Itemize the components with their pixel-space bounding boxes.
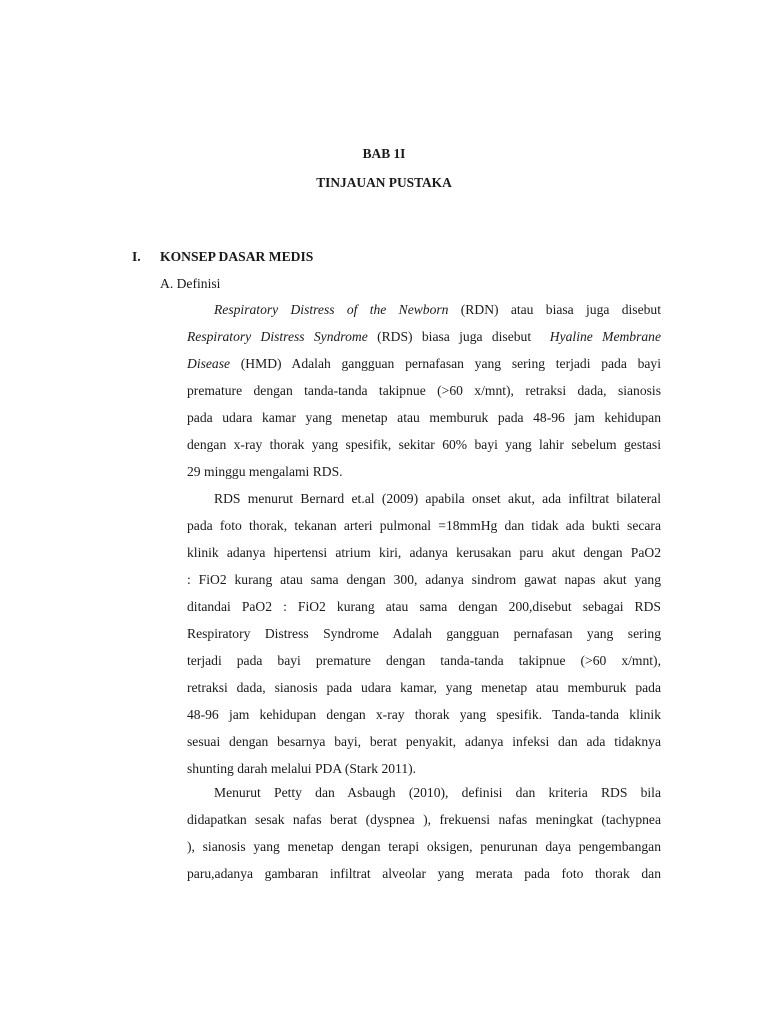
paragraph-line: Disease (HMD) Adalah gangguan pernafasan yang sering terjadi pada bayi [187, 356, 661, 371]
paragraph-line: ), sianosis yang menetap dengan terapi oksigen, penurunan daya pengembangan [187, 839, 661, 854]
paragraph-line: retraksi dada, sianosis pada udara kamar, yang menetap atau memburuk pada [187, 680, 661, 695]
paragraph-line: sesuai dengan besarnya bayi, berat penyakit, adanya infeksi dan ada tidaknya [187, 734, 661, 749]
paragraph-line: pada foto thorak, tekanan arteri pulmonal =18mmHg dan tidak ada bukti secara [187, 518, 661, 533]
paragraph-line: Respiratory Distress of the Newborn (RDN) atau biasa juga disebut [214, 302, 661, 317]
paragraph-line: Respiratory Distress Syndrome (RDS) biasa juga disebut Hyaline Membrane [187, 329, 662, 344]
paragraph-line: 48-96 jam kehidupan dengan x-ray thorak yang spesifik. Tanda-tanda klinik [187, 707, 661, 722]
chapter-title: TINJAUAN PUSTAKA [316, 175, 452, 190]
paragraph-line: pada udara kamar yang menetap atau memburuk pada 48-96 jam kehidupan [187, 410, 661, 425]
paragraph-line: klinik adanya hipertensi atrium kiri, adanya kerusakan paru akut dengan PaO2 [187, 545, 661, 560]
section-number: I. [132, 249, 141, 264]
paragraph-line: RDS menurut Bernard et.al (2009) apabila onset akut, ada infiltrat bilateral [214, 491, 661, 506]
paragraph-line: ditandai PaO2 : FiO2 kurang atau sama dengan 200,disebut sebagai RDS [187, 599, 661, 614]
paragraph-line: 29 minggu mengalami RDS. [187, 464, 343, 479]
paragraph-line: : FiO2 kurang atau sama dengan 300, adanya sindrom gawat napas akut yang [187, 572, 661, 587]
section-title: KONSEP DASAR MEDIS [160, 249, 314, 264]
chapter-number: BAB 1I [362, 146, 406, 161]
paragraph-line: Menurut Petty dan Asbaugh (2010), definisi dan kriteria RDS bila [214, 785, 661, 800]
subsection-title: A. Definisi [160, 276, 221, 291]
paragraph-line: paru,adanya gambaran infiltrat alveolar yang merata pada foto thorak dan [187, 866, 661, 881]
paragraph-line: premature dengan tanda-tanda takipnue (>60 x/mnt), retraksi dada, sianosis [187, 383, 661, 398]
paragraph-line: terjadi pada bayi premature dengan tanda-tanda takipnue (>60 x/mnt), [187, 653, 661, 668]
paragraph-line: Respiratory Distress Syndrome Adalah gangguan pernafasan yang sering [187, 626, 661, 641]
paragraph-line: shunting darah melalui PDA (Stark 2011). [187, 761, 417, 776]
paragraph-line: dengan x-ray thorak yang spesifik, sekitar 60% bayi yang lahir sebelum gestasi [187, 437, 661, 452]
paragraph-line: didapatkan sesak nafas berat (dyspnea ), frekuensi nafas meningkat (tachypnea [187, 812, 661, 827]
